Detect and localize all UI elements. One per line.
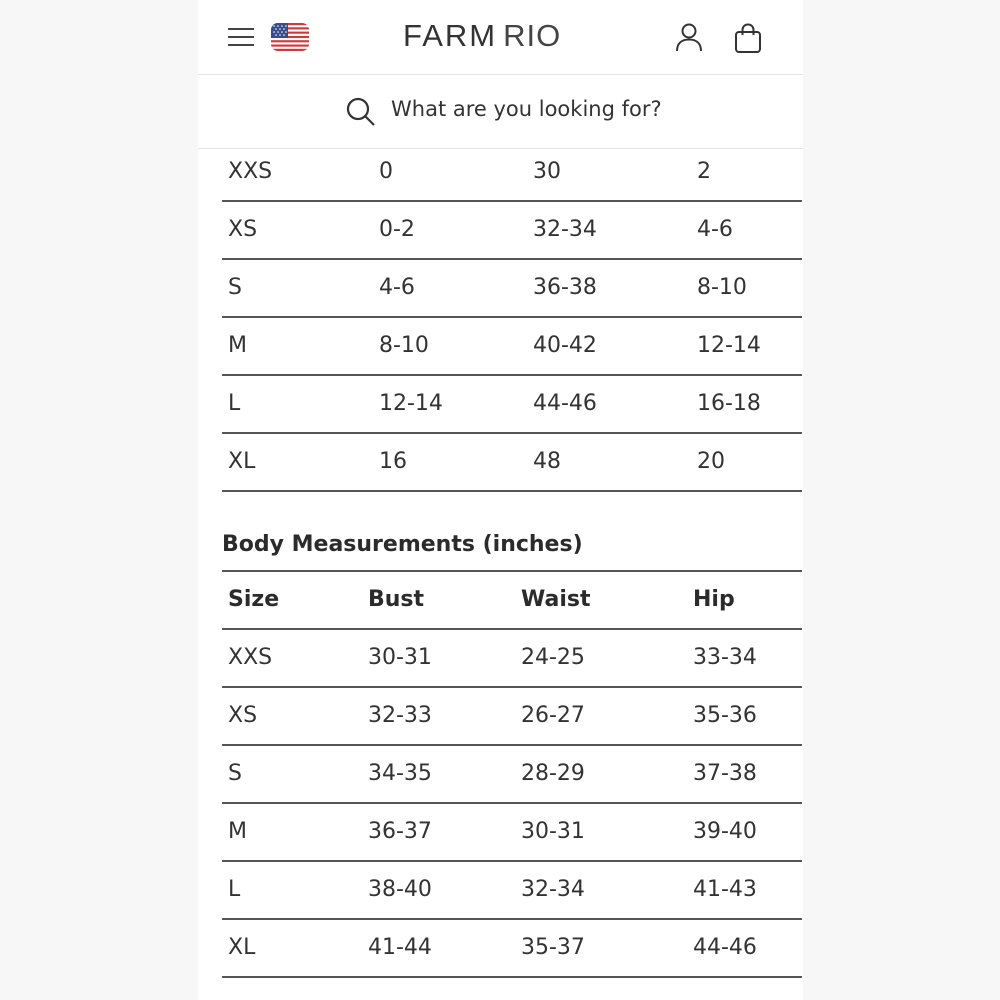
page-container: [198, 0, 803, 1000]
table-cell: 16-18: [697, 391, 761, 416]
table-cell: 35-37: [521, 935, 585, 960]
table-cell: 41-44: [368, 935, 432, 960]
top-header: [198, 0, 803, 75]
search-icon[interactable]: [345, 96, 377, 128]
table-row: [222, 688, 802, 746]
table-cell: 4-6: [697, 217, 733, 242]
table-row: [222, 862, 802, 920]
table-row: [222, 318, 802, 376]
table-cell: 32-34: [533, 217, 597, 242]
table-cell: 16: [379, 449, 407, 474]
table-cell: 26-27: [521, 703, 585, 728]
brand-logo[interactable]: [403, 18, 561, 58]
table-cell: 33-34: [693, 645, 757, 670]
column-header: Size: [228, 587, 280, 612]
table-cell: 2: [697, 159, 711, 184]
logo-text-farm: FARM: [403, 18, 498, 53]
hamburger-menu-icon[interactable]: [228, 26, 254, 48]
table-cell: 36-38: [533, 275, 597, 300]
table-cell: 0: [379, 159, 393, 184]
table-cell: XL: [228, 449, 256, 474]
table-cell: S: [228, 761, 242, 786]
table-cell: 35-36: [693, 703, 757, 728]
table-cell: L: [228, 391, 241, 416]
table-row: [222, 260, 802, 318]
table-cell: XS: [228, 703, 258, 728]
table-cell: 28-29: [521, 761, 585, 786]
table-cell: 40-42: [533, 333, 597, 358]
column-header: Waist: [521, 587, 591, 612]
table-cell: 30-31: [368, 645, 432, 670]
table-cell: 44-46: [533, 391, 597, 416]
table-cell: 39-40: [693, 819, 757, 844]
table-cell: 0-2: [379, 217, 415, 242]
table-cell: XXS: [228, 159, 273, 184]
table-cell: 12-14: [379, 391, 443, 416]
table-cell: 24-25: [521, 645, 585, 670]
table-cell: 44-46: [693, 935, 757, 960]
table-cell: 12-14: [697, 333, 761, 358]
table-row: [222, 434, 802, 492]
table-cell: 8-10: [697, 275, 747, 300]
table-cell: 32-34: [521, 877, 585, 902]
table-row: [222, 376, 802, 434]
table-cell: 36-37: [368, 819, 432, 844]
table-cell: 41-43: [693, 877, 757, 902]
table-cell: M: [228, 819, 247, 844]
table-row: [222, 630, 802, 688]
table-cell: 32-33: [368, 703, 432, 728]
table-row: [222, 746, 802, 804]
body-measurements-table: [222, 570, 802, 978]
table-cell: 30: [533, 159, 561, 184]
table-cell: 34-35: [368, 761, 432, 786]
table-cell: 4-6: [379, 275, 415, 300]
table-cell: XS: [228, 217, 258, 242]
table-cell: 48: [533, 449, 561, 474]
search-bar[interactable]: [198, 75, 803, 149]
search-input[interactable]: What are you looking for?: [391, 97, 662, 121]
table-cell: 30-31: [521, 819, 585, 844]
table-cell: XL: [228, 935, 256, 960]
column-header: Hip: [693, 587, 735, 612]
column-header: Bust: [368, 587, 425, 612]
table-cell: 8-10: [379, 333, 429, 358]
shopping-bag-icon[interactable]: [733, 22, 763, 54]
table-cell: S: [228, 275, 242, 300]
table-cell: M: [228, 333, 247, 358]
table-row: [222, 804, 802, 862]
size-conversion-table: [222, 144, 802, 492]
table-cell: XXS: [228, 645, 273, 670]
table-row: [222, 920, 802, 978]
table-cell: 20: [697, 449, 725, 474]
table-row: [222, 144, 802, 202]
section-title: Body Measurements (inches): [222, 532, 583, 557]
user-icon[interactable]: [674, 22, 704, 52]
table-cell: 38-40: [368, 877, 432, 902]
us-flag-icon[interactable]: [271, 23, 309, 51]
table-row: [222, 202, 802, 260]
table-cell: 37-38: [693, 761, 757, 786]
table-header-row: [222, 572, 802, 630]
table-cell: L: [228, 877, 241, 902]
logo-text-rio: RIO: [503, 18, 562, 53]
